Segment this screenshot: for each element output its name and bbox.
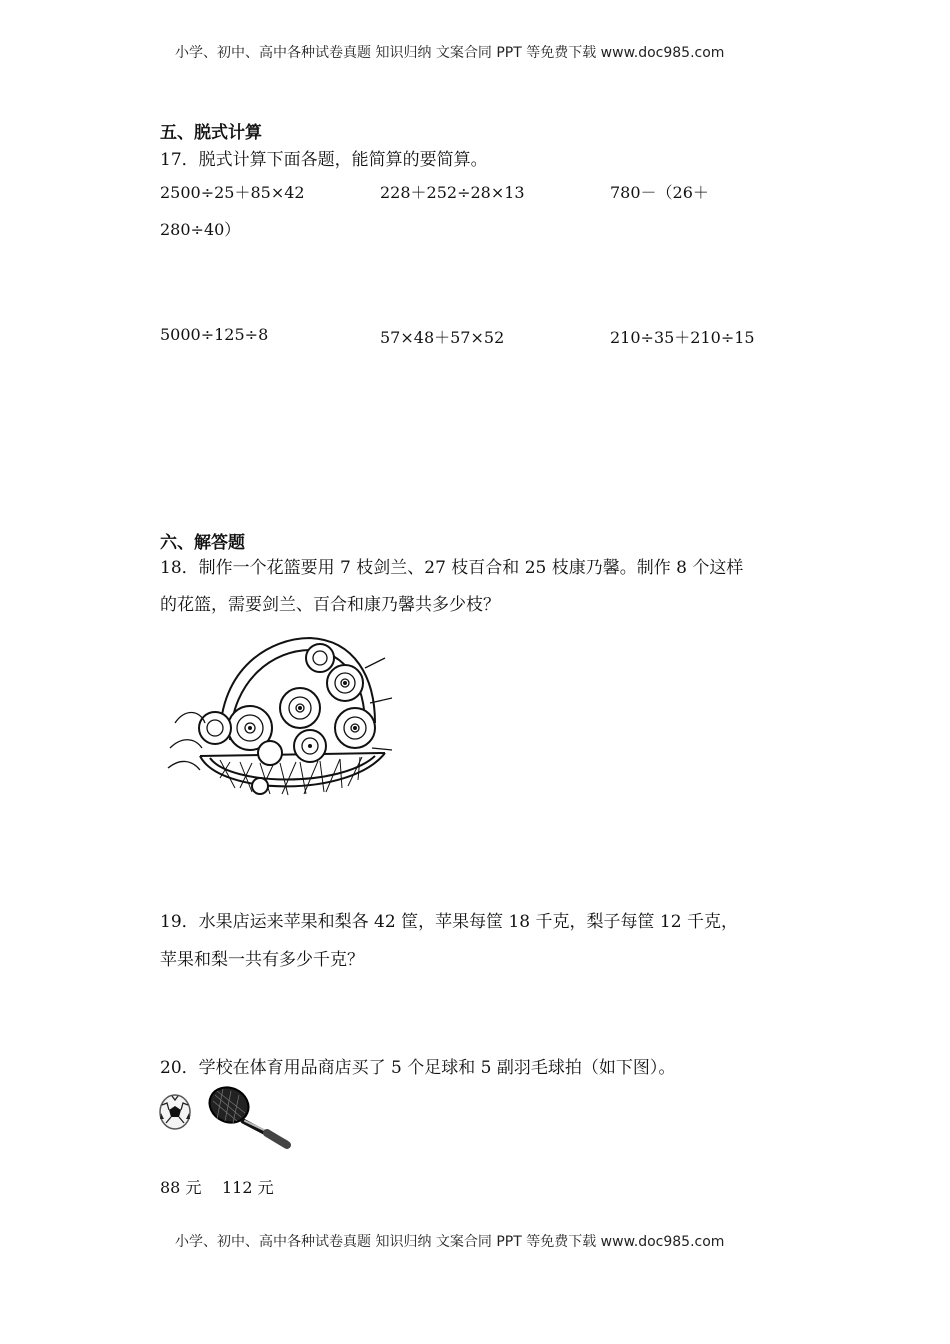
price-badminton-racket: 112 元	[222, 1178, 274, 1197]
page-footer: 小学、初中、高中各种试卷真题 知识归纳 文案合同 PPT 等免费下载 www.doc985.com	[175, 1234, 725, 1250]
expression-6: 210÷35＋210÷15	[610, 328, 755, 347]
question-19-line-2: 苹果和梨一共有多少千克？	[160, 950, 364, 970]
flower-basket-icon	[160, 628, 395, 800]
question-19-line-1: 19．水果店运来苹果和梨各 42 筐，苹果每筐 18 千克，梨子每筐 12 千克，	[160, 912, 738, 932]
expression-5: 57×48＋57×52	[380, 328, 505, 347]
expression-1: 2500÷25＋85×42	[160, 183, 305, 202]
question-20: 20．学校在体育用品商店买了 5 个足球和 5 副羽毛球拍（如下图）。	[160, 1058, 676, 1078]
section-title-6: 六、解答题	[160, 533, 245, 553]
soccer-ball-icon	[158, 1093, 192, 1131]
badminton-racket-icon	[205, 1083, 293, 1151]
price-soccer-ball: 88 元	[160, 1178, 202, 1197]
expression-2: 228＋252÷28×13	[380, 183, 525, 202]
question-18-line-2: 的花篮，需要剑兰、百合和康乃馨共多少枝？	[160, 595, 500, 615]
question-17: 17．脱式计算下面各题，能简算的要简算。	[160, 150, 488, 170]
expression-3: 780－（26＋	[610, 183, 709, 202]
expression-4: 5000÷125÷8	[160, 325, 269, 344]
page-header: 小学、初中、高中各种试卷真题 知识归纳 文案合同 PPT 等免费下载 www.doc985.com	[175, 45, 725, 61]
expression-3-continued: 280÷40）	[160, 220, 241, 239]
section-title-5: 五、脱式计算	[160, 123, 262, 143]
question-18-line-1: 18．制作一个花篮要用 7 枝剑兰、27 枝百合和 25 枝康乃馨。制作 8 个这样	[160, 558, 744, 578]
